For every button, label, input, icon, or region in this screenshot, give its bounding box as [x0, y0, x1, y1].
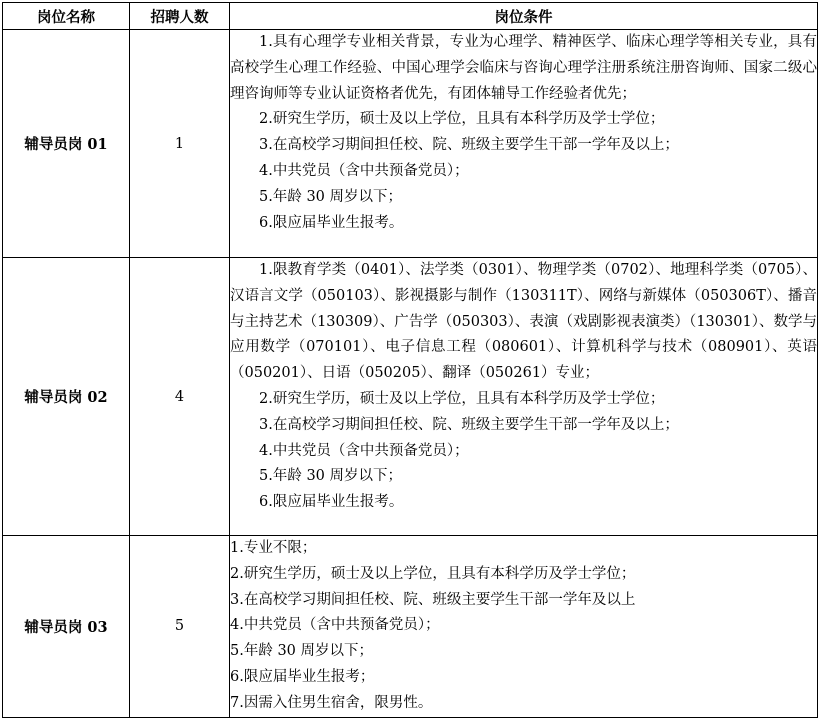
condition-item: 3.在高校学习期间担任校、院、班级主要学生干部一学年及以上；: [259, 416, 679, 433]
position-conditions: [230, 30, 818, 258]
header-position-conditions: 岗位条件: [230, 3, 818, 30]
condition-item: 3.在高校学习期间担任校、院、班级主要学生干部一学年及以上: [230, 591, 636, 608]
condition-item: 1.具有心理学专业相关背景，专业为心理学、精神医学、临床心理学等相关专业，具有高校学生心理工作经验、中国心理学会临床与咨询心理学注册系统注册咨询师、国家二级心理咨询师等专业认证资格者优先，有团体辅导工作经验者优先；: [230, 34, 817, 102]
condition-item: 2.研究生学历，硕士及以上学位，且具有本科学历及学士学位；: [230, 565, 636, 582]
condition-item: 6.限应届毕业生报考；: [230, 668, 375, 685]
condition-item: 2.研究生学历，硕士及以上学位，且具有本科学历及学士学位；: [259, 390, 665, 407]
positions-table: [2, 2, 818, 718]
condition-item: 2.研究生学历，硕士及以上学位，且具有本科学历及学士学位；: [259, 111, 665, 128]
position-name: 辅导员岗 03: [3, 536, 130, 718]
condition-item: 6.限应届毕业生报考。: [259, 214, 404, 231]
condition-item: 1.限教育学类（0401）、法学类（0301）、物理学类（0702）、地理科学类（0705）、汉语言文学（050103）、影视摄影与制作（130311T）、网络与新媒体（050306T）、播音与主持艺术（130309）、广告学（050303）、表演（戏剧影视表演类）（130301）、数学与应用数学（070101）、电子信息工程（080601）、计算机科学与技术（080901）、英语（050201）、日语（050205）、翻译（050261）专业；: [230, 262, 817, 382]
condition-item: 4.中共党员（含中共预备党员）；: [230, 617, 440, 634]
condition-item: 3.在高校学习期间担任校、院、班级主要学生干部一学年及以上；: [259, 137, 679, 154]
position-name: 辅导员岗 01: [3, 30, 130, 258]
condition-item: 4.中共党员（含中共预备党员）；: [259, 442, 469, 459]
header-position-name: 岗位名称: [3, 3, 130, 30]
position-conditions: [230, 258, 818, 536]
table-row: [3, 258, 818, 536]
condition-item: 5.年龄 30 周岁以下；: [230, 643, 374, 660]
table-row: [3, 30, 818, 258]
header-hiring-count: 招聘人数: [130, 3, 230, 30]
condition-item: 4.中共党员（含中共预备党员）；: [259, 162, 469, 179]
condition-item: 7.因需入住男生宿舍，限男性。: [230, 694, 433, 711]
condition-item: 5.年龄 30 周岁以下；: [259, 188, 403, 205]
condition-item: 6.限应届毕业生报考。: [259, 494, 404, 511]
hiring-count: 5: [130, 536, 230, 718]
condition-item: 5.年龄 30 周岁以下；: [259, 468, 403, 485]
hiring-count: 1: [130, 30, 230, 258]
hiring-count: 4: [130, 258, 230, 536]
position-name: 辅导员岗 02: [3, 258, 130, 536]
position-conditions: [230, 536, 818, 718]
condition-item: 1.专业不限；: [230, 540, 317, 556]
table-header-row: [3, 3, 818, 30]
table-row: [3, 536, 818, 718]
